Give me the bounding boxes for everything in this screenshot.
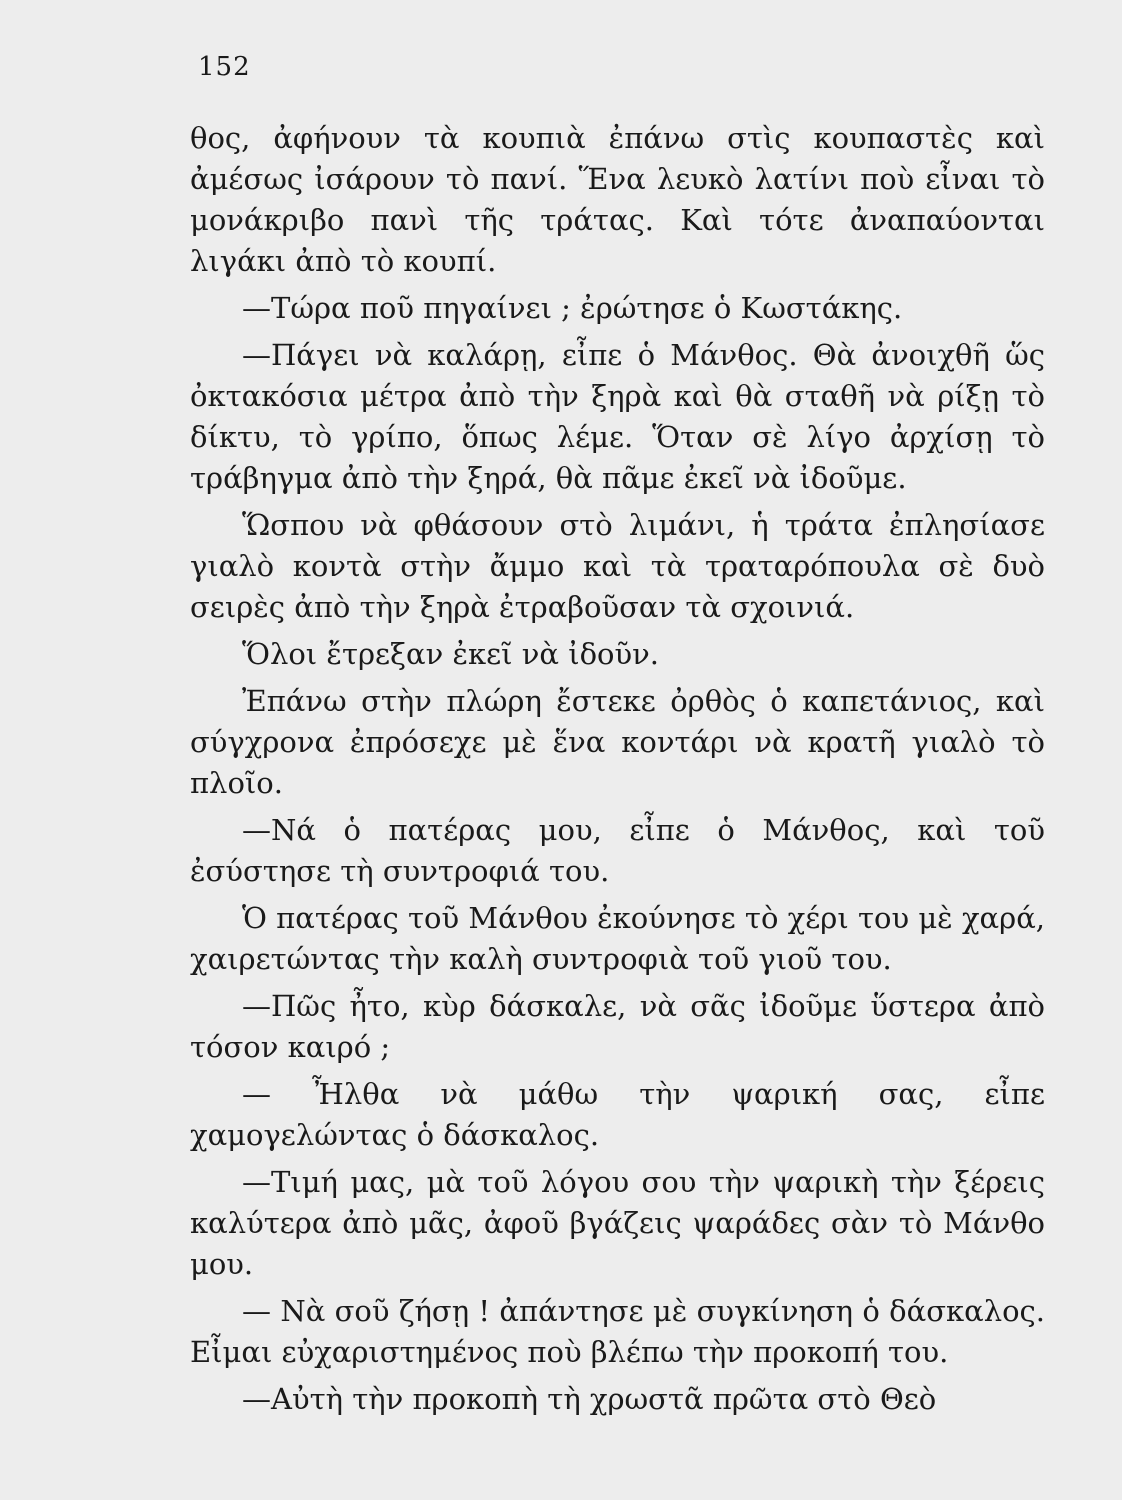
paragraph: —Τώρα ποῦ πηγαίνει ; ἐρώτησε ὁ Κωστάκης. [242, 291, 903, 325]
paragraph: Ὅλοι ἔτρεξαν ἐκεῖ νὰ ἰδοῦν. [242, 637, 659, 671]
page-number: 152 [198, 52, 251, 82]
paragraph: Ἐπάνω στὴν πλώρη ἔστεκε ὀρθὸς ὁ καπετάνιος, καὶ σύγχρονα ἐπρόσεχε μὲ ἕνα κοντάρι νὰ κρατῆ γιαλὸ τὸ πλοῖο. [190, 684, 1045, 800]
paragraph: —Πάγει νὰ καλάρῃ, εἶπε ὁ Μάνθος. Θὰ ἀνοιχθῆ ὥς ὀκτακόσια μέτρα ἀπὸ τὴν ξηρὰ καὶ θὰ σταθῆ νὰ ρίξῃ τὸ δίκτυ, τὸ γρίπο, ὅπως λέμε. Ὅταν σὲ λίγο ἀρχίσῃ τὸ τράβηγμα ἀπὸ τὴν ξηρά, θὰ πᾶμε ἐκεῖ νὰ ἰδοῦμε. [190, 338, 1045, 495]
paragraph: —Νά ὁ πατέρας μου, εἶπε ὁ Μάνθος, καὶ τοῦ ἐσύστησε τὴ συντροφιά του. [190, 813, 1045, 888]
paragraph: —Πῶς ἦτο, κὺρ δάσκαλε, νὰ σᾶς ἰδοῦμε ὕστερα ἀπὸ τόσον καιρό ; [190, 989, 1045, 1064]
paragraph: — Ἦλθα νὰ μάθω τὴν ψαρική σας, εἶπε χαμογελώντας ὁ δάσκαλος. [190, 1077, 1045, 1152]
body-text [190, 118, 1045, 1426]
paragraph: — Νὰ σοῦ ζήσῃ ! ἀπάντησε μὲ συγκίνηση ὁ δάσκαλος. Εἶμαι εὐχαριστημένος ποὺ βλέπω τὴν προκοπή του. [190, 1294, 1045, 1369]
paragraph: Ὥσπου νὰ φθάσουν στὸ λιμάνι, ἡ τράτα ἐπλησίασε γιαλὸ κοντὰ στὴν ἄμμο καὶ τὰ τραταρόπουλα σὲ δυὸ σειρὲς ἀπὸ τὴν ξηρὰ ἐτραβοῦσαν τὰ σχοινιά. [190, 508, 1045, 624]
paragraph: θος, ἀφήνουν τὰ κουπιὰ ἐπάνω στὶς κουπαστὲς καὶ ἀμέσως ἰσάρουν τὸ πανί. Ἕνα λευκὸ λατίνι ποὺ εἶναι τὸ μονάκριβο πανὶ τῆς τράτας. Καὶ τότε ἀναπαύονται λιγάκι ἀπὸ τὸ κουπί. [190, 121, 1045, 278]
paragraph: Ὁ πατέρας τοῦ Μάνθου ἐκούνησε τὸ χέρι του μὲ χαρά, χαιρετώντας τὴν καλὴ συντροφιὰ τοῦ γιοῦ του. [190, 901, 1045, 976]
paragraph: —Αὐτὴ τὴν προκοπὴ τὴ χρωστᾶ πρῶτα στὸ Θεὸ [242, 1382, 937, 1416]
paragraph: —Τιμή μας, μὰ τοῦ λόγου σου τὴν ψαρικὴ τὴν ξέρεις καλύτερα ἀπὸ μᾶς, ἀφοῦ βγάζεις ψαράδες σὰν τὸ Μάνθο μου. [190, 1165, 1045, 1281]
